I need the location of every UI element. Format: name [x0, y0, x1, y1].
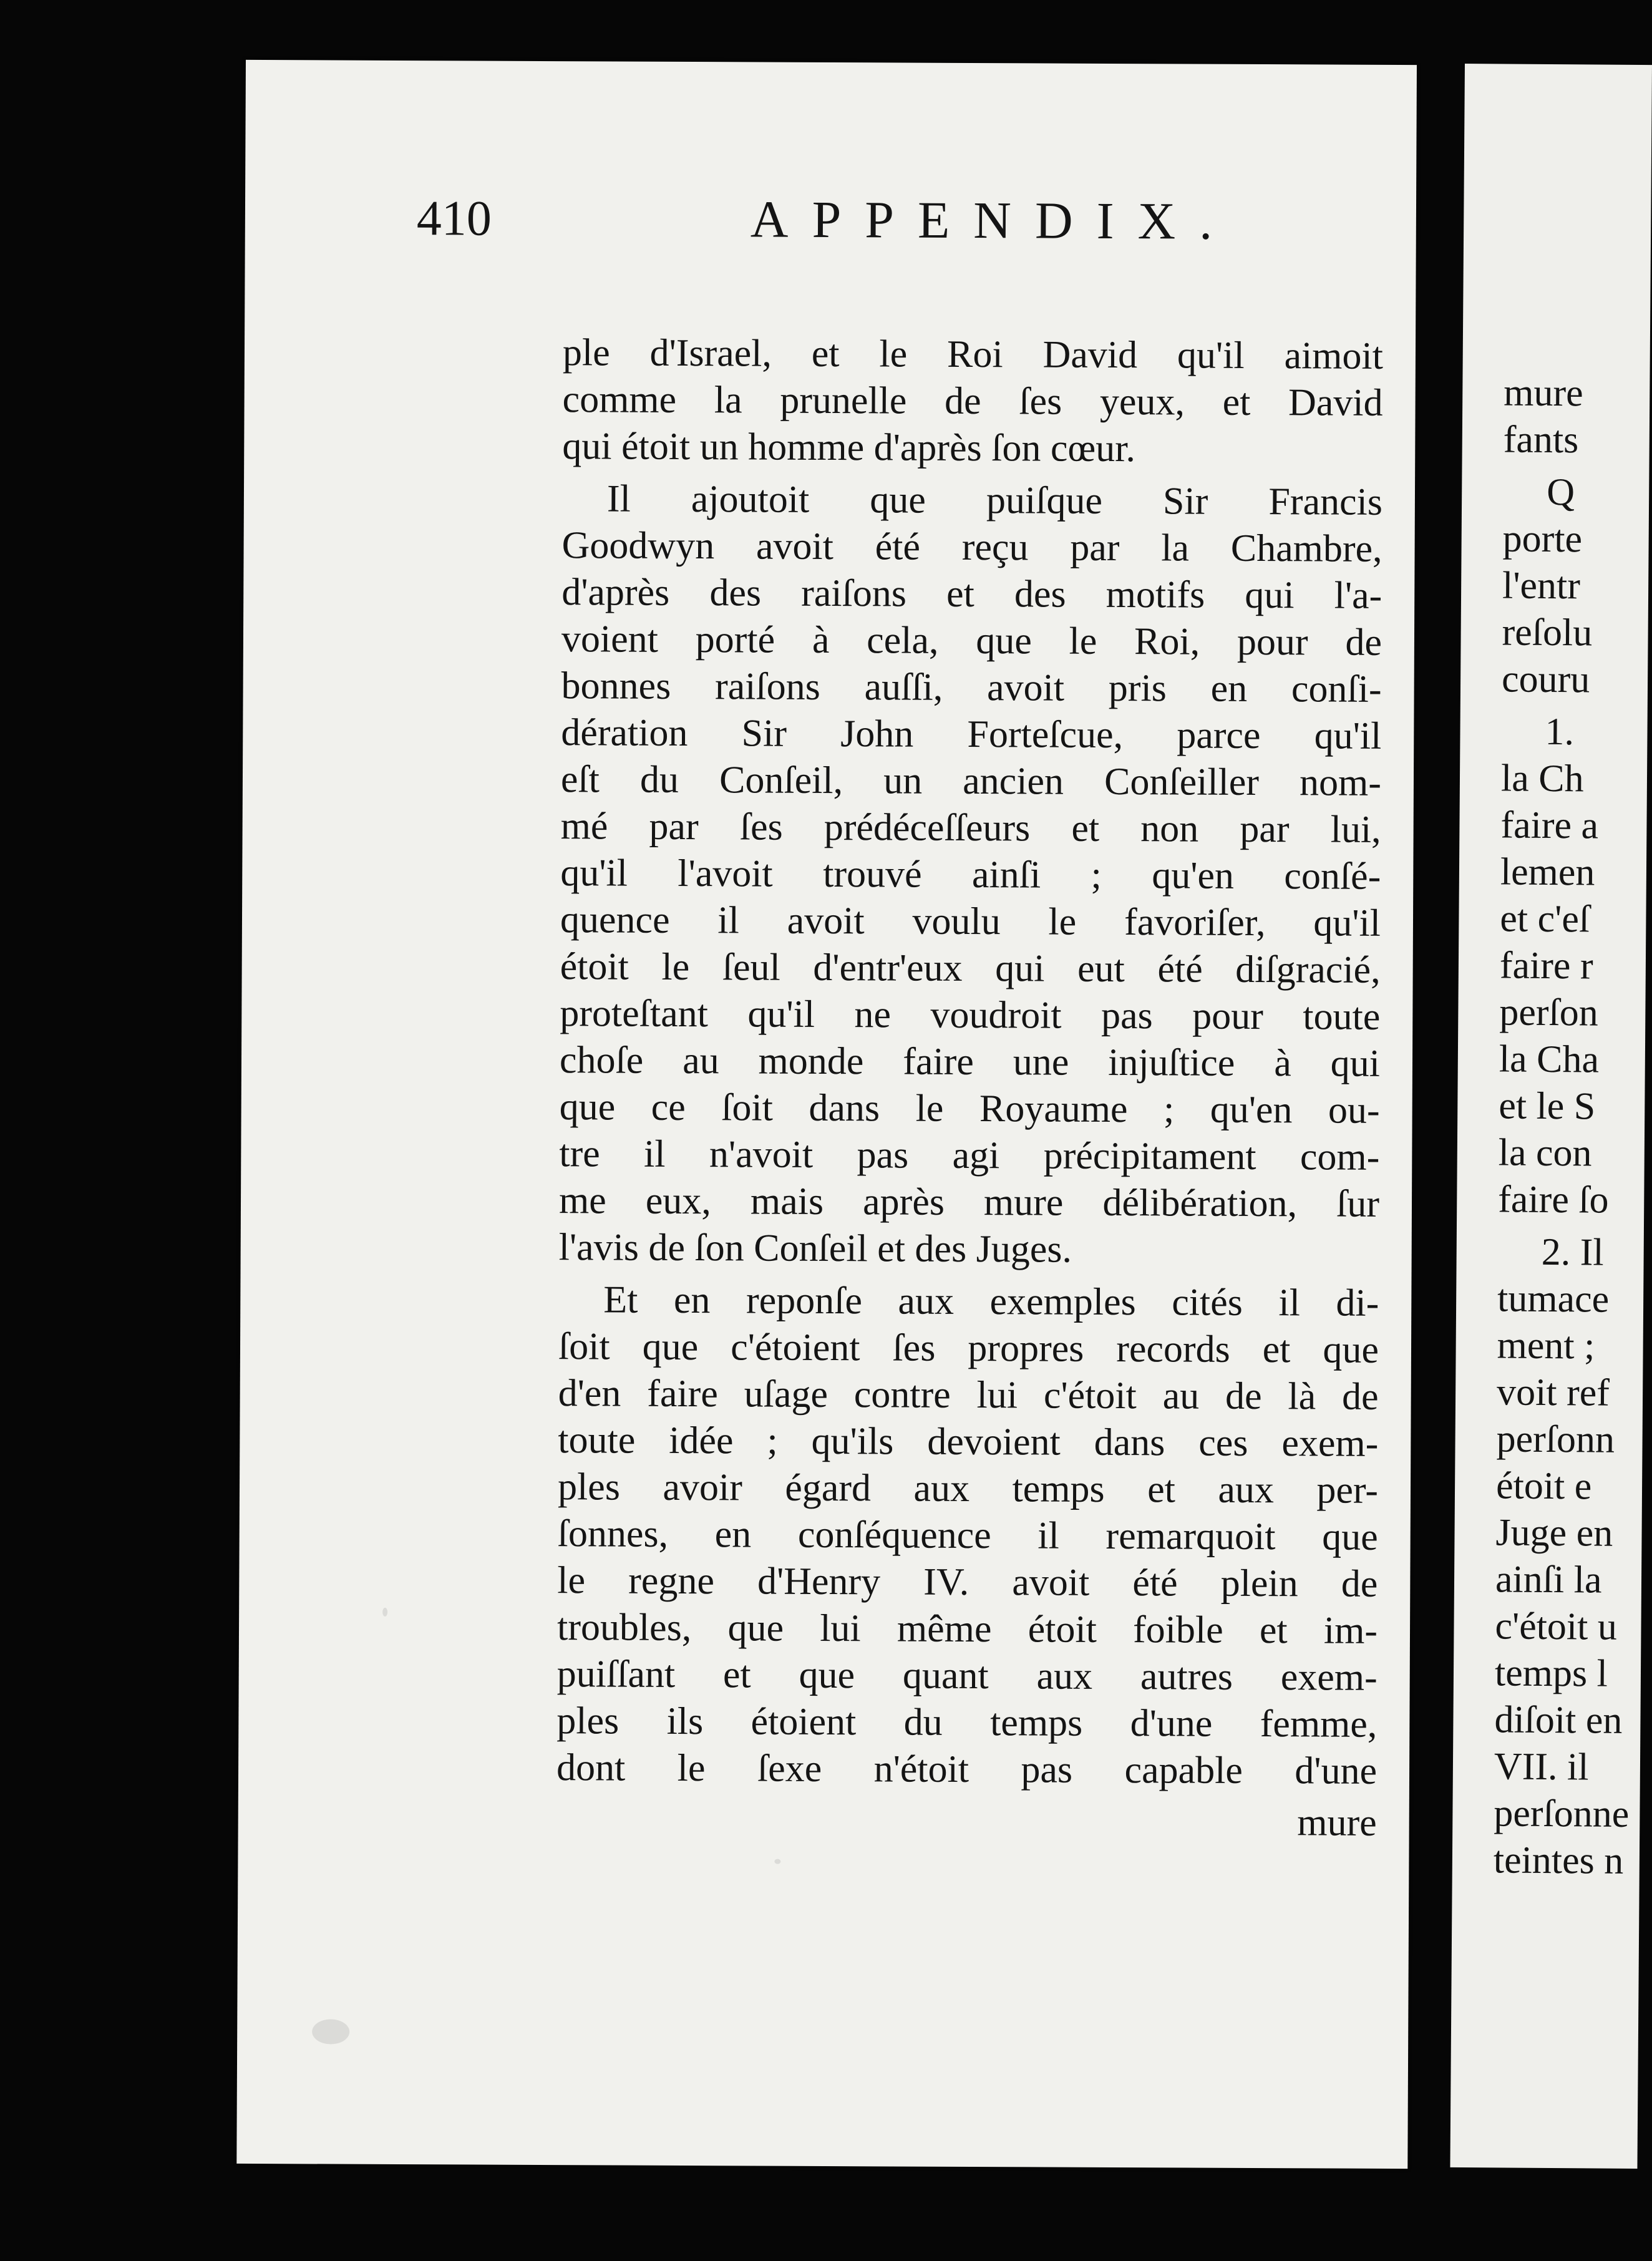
text-line: ples ils étoient du temps d'une femme, — [556, 1699, 1377, 1746]
facing-page-line: porte — [1502, 517, 1583, 561]
page-number: 410 — [416, 191, 492, 246]
facing-page-line: perſonn — [1496, 1417, 1615, 1461]
facing-page-line: perſonne — [1494, 1792, 1630, 1836]
ink-speck — [312, 2019, 349, 2044]
text-line: comme la prunelle de ſes yeux, et David — [562, 378, 1383, 424]
facing-page-line: 1. — [1545, 710, 1575, 754]
facing-page-line: faire a — [1500, 804, 1599, 847]
facing-page-line: voit ref — [1496, 1371, 1610, 1414]
body-text — [556, 329, 1384, 1847]
facing-page-line: l'entr — [1502, 564, 1581, 608]
text-line: ple d'Israel, et le Roi David qu'il aimoit — [562, 331, 1384, 377]
text-line: me eux, mais après mure délibération, ſur — [558, 1179, 1380, 1225]
text-line: mé par ſes prédéceſſeurs et non par lui, — [560, 805, 1381, 851]
facing-page-line: fants — [1503, 418, 1579, 462]
facing-page-line: teintes n — [1493, 1839, 1624, 1882]
text-line: d'après des raiſons et des motifs qui l'a- — [561, 571, 1382, 617]
text-line: tre il n'avoit pas agi précipitament com- — [559, 1132, 1380, 1179]
text-line: l'avis de ſon Conſeil et des Juges. — [558, 1226, 1072, 1271]
facing-page-line: étoit e — [1495, 1464, 1592, 1508]
facing-page-line: et le S — [1499, 1084, 1596, 1128]
text-line: choſe au monde faire une injuſtice à qui — [559, 1039, 1381, 1085]
page-header — [245, 174, 1417, 266]
facing-page-line: Juge en — [1495, 1511, 1613, 1555]
ink-speck — [382, 1608, 387, 1617]
facing-page-text — [1494, 369, 1640, 1884]
text-line: dération Sir John Forteſcue, parce qu'il — [561, 711, 1382, 757]
text-line: que ce ſoit dans le Royaume ; qu'en ou- — [559, 1086, 1380, 1132]
facing-page-line: reſolu — [1502, 611, 1593, 654]
catchword: mure — [1297, 1801, 1377, 1844]
facing-page-line: la Cha — [1499, 1038, 1600, 1081]
facing-page-line: faire r — [1499, 944, 1593, 988]
text-line: qu'il l'avoit trouvé ainſi ; qu'en conſé- — [560, 852, 1381, 898]
facing-page-line: c'étoit u — [1495, 1605, 1618, 1648]
text-line: Il ajoutoit que puiſque Sir Francis — [606, 477, 1383, 523]
text-line: qui étoit un homme d'après ſon cœur. — [562, 425, 1136, 470]
text-line: voient porté à cela, que le Roi, pour de — [561, 618, 1382, 664]
running-head: APPENDIX. — [750, 190, 1237, 251]
facing-page-line: la Ch — [1500, 757, 1584, 800]
text-line: puiſſant et que quant aux autres exem- — [556, 1653, 1377, 1699]
facing-page-line: diſoit en — [1494, 1698, 1623, 1742]
text-line: étoit le ſeul d'entr'eux qui eut été diſgracié, — [560, 945, 1381, 991]
facing-page-line: faire ſo — [1498, 1178, 1609, 1222]
text-line: ſonnes, en conſéquence il remarquoit que — [557, 1512, 1378, 1558]
ink-speck — [774, 1859, 780, 1864]
text-line: toute idée ; qu'ils devoient dans ces exem- — [558, 1419, 1379, 1465]
text-line: ples avoir égard aux temps et aux per- — [557, 1466, 1379, 1512]
text-line: eſt du Conſeil, un ancien Conſeiller nom- — [560, 758, 1382, 804]
facing-page-line: et c'eſ — [1500, 897, 1590, 941]
facing-page-line: Q — [1546, 470, 1575, 514]
facing-page-line: VII. il — [1494, 1745, 1589, 1789]
facing-page-line: lemen — [1500, 850, 1595, 894]
facing-page-line: 2. Il — [1541, 1230, 1604, 1274]
facing-page — [1450, 64, 1652, 2169]
text-line: le regne d'Henry IV. avoit été plein de — [557, 1559, 1378, 1605]
text-line: dont le ſexe n'étoit pas capable d'une — [556, 1746, 1377, 1792]
facing-page-line: couru — [1501, 658, 1590, 701]
facing-page-line: mure — [1504, 371, 1583, 415]
text-line: d'en faire uſage contre lui c'étoit au de là de — [558, 1372, 1379, 1418]
text-line: bonnes raiſons auſſi, avoit pris en conſi- — [561, 664, 1382, 711]
facing-page-line: la con — [1498, 1131, 1592, 1175]
facing-page-line: ment ; — [1497, 1324, 1595, 1368]
text-line: Goodwyn avoit été reçu par la Chambre, — [561, 524, 1382, 570]
text-line: ſoit que c'étoient ſes propres records et que — [558, 1325, 1379, 1371]
text-line: quence il avoit voulu le favoriſer, qu'il — [560, 898, 1381, 945]
facing-page-line: ainſi la — [1495, 1558, 1602, 1602]
facing-page-line: temps l — [1494, 1651, 1608, 1695]
facing-page-line: tumace — [1497, 1277, 1610, 1321]
text-line: troubles, que lui même étoit foible et im- — [556, 1606, 1378, 1652]
text-line: proteſtant qu'il ne voudroit pas pour toute — [560, 992, 1381, 1038]
book-page — [236, 60, 1417, 2169]
facing-page-line: perſon — [1499, 991, 1599, 1034]
text-line: Et en reponſe aux exemples cités il di- — [603, 1278, 1379, 1325]
